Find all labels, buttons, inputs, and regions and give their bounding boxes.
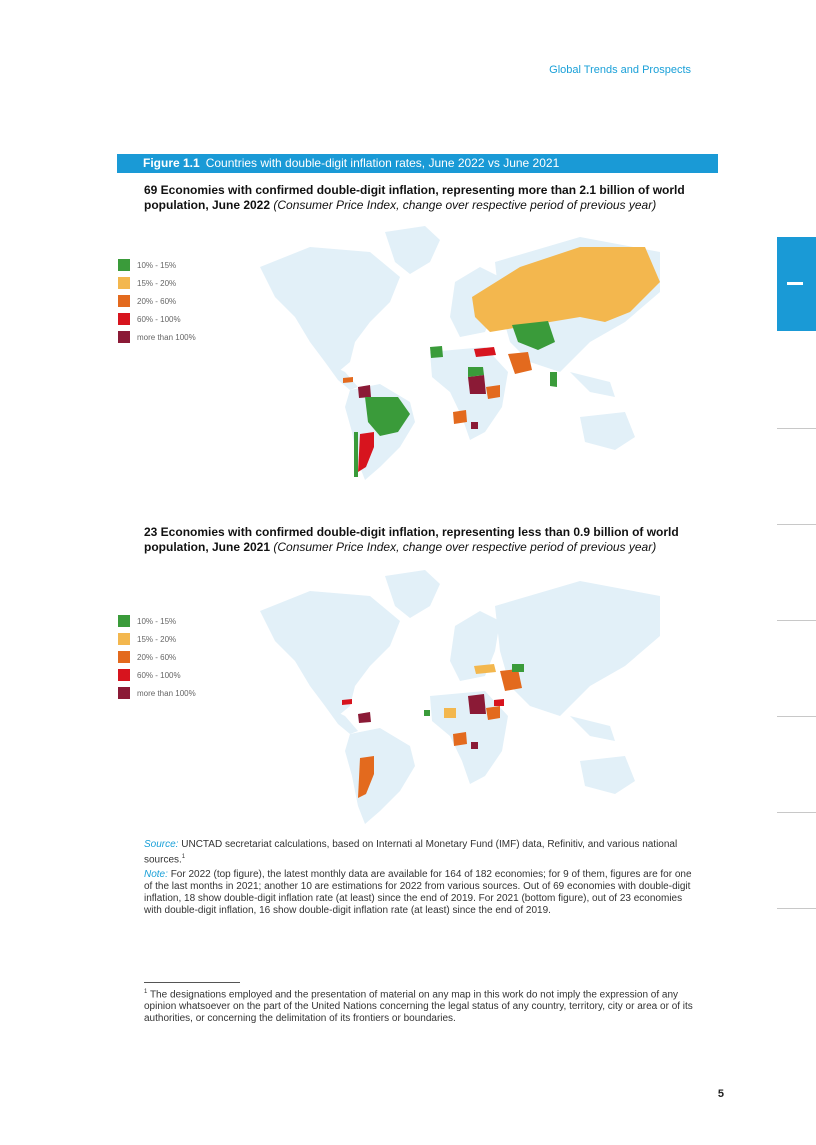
myanmar-shape [550, 372, 557, 387]
legend-swatch [118, 651, 130, 663]
page-number: 5 [717, 1088, 724, 1100]
legend-item [118, 666, 196, 684]
side-rule [777, 908, 816, 909]
sierra-leone-shape [424, 710, 430, 716]
uzbekistan-shape [512, 664, 524, 672]
southeast-asia-shape [570, 716, 615, 741]
world-map-2022 [250, 222, 720, 482]
legend-label: 10% - 15% [137, 260, 177, 270]
map-2021-title [144, 525, 704, 555]
note-paragraph [144, 869, 692, 917]
map-2022-heading: 69 Economies with confirmed double-digit inflation, representing more than 2.1 billion of world population, June 2022 [144, 183, 685, 212]
legend-swatch [118, 313, 130, 325]
source-text: UNCTAD secretariat calculations, based on Internati al Monetary Fund (IMF) data, Refinitiv, and various national sources. [144, 839, 678, 866]
world-map-2021 [250, 566, 720, 826]
legend-item [118, 310, 196, 328]
chile-shape [354, 432, 358, 477]
legend-item [118, 256, 196, 274]
map-2021-heading: 23 Economies with confirmed double-digit inflation, representing less than 0.9 billion of world population, June 2021 [144, 525, 679, 554]
legend-item [118, 648, 196, 666]
legend-label: more than 100% [137, 688, 196, 698]
haiti-shape [342, 699, 352, 705]
side-rule [777, 812, 816, 813]
map-2021-unit: (Consumer Price Index, change over respective period of previous year) [273, 540, 657, 554]
footnote-text: The designations employed and the presentation of material on any map in this work do not imply the expression of any opinion whatsoever on the part of the United Nations concerning the legal status of any country, territory, city or area or of its authorities, or concerning the delimitation of its frontiers or boundaries. [144, 989, 693, 1025]
asia-shape [495, 581, 660, 716]
figure-title: Countries with double-digit inflation rates, June 2022 vs June 2021 [205, 156, 560, 170]
running-head: Global Trends and Prospects [549, 64, 691, 76]
legend-item [118, 328, 196, 346]
legend-label: 15% - 20% [137, 634, 177, 644]
legend-label: 15% - 20% [137, 278, 177, 288]
figure-number: Figure 1.1 [143, 156, 200, 170]
greenland-shape [385, 226, 440, 274]
legend-swatch [118, 669, 130, 681]
ethiopia-shape [486, 706, 500, 720]
yemen-shape [494, 699, 504, 706]
map-2022-title [144, 183, 704, 213]
footnote [144, 986, 694, 1025]
algeria-shape [430, 346, 443, 358]
north-america-shape [260, 591, 400, 716]
figure-title-bar [117, 154, 718, 173]
sudan-shape [468, 375, 486, 394]
map-2021-legend [118, 612, 196, 702]
australia-shape [580, 756, 635, 794]
legend-item [118, 684, 196, 702]
note-label: Note: [144, 869, 168, 881]
legend-item [118, 612, 196, 630]
side-rule [777, 428, 816, 429]
angola-shape [453, 732, 467, 746]
southeast-asia-shape [570, 372, 615, 397]
zimbabwe-shape [471, 422, 478, 429]
legend-label: 60% - 100% [137, 314, 181, 324]
legend-swatch [118, 633, 130, 645]
legend-swatch [118, 277, 130, 289]
chapter-tab[interactable] [777, 237, 816, 331]
angola-shape [453, 410, 467, 424]
legend-item [118, 292, 196, 310]
map-2022-legend [118, 256, 196, 346]
footnote-ref[interactable]: 1 [181, 854, 186, 860]
ethiopia-shape [486, 385, 500, 399]
greenland-shape [385, 570, 440, 618]
legend-item [118, 630, 196, 648]
venezuela-shape [358, 712, 371, 723]
iran-shape [508, 352, 532, 374]
north-america-shape [260, 247, 400, 372]
venezuela-shape [358, 385, 371, 398]
russia-shape [472, 247, 660, 332]
chapter-tab-mark [787, 282, 803, 285]
legend-item [118, 274, 196, 292]
note-text: For 2022 (top figure), the latest monthly data are available for 164 of 182 economies; for 9 of them, figures are for one of the last months in 2021; another 10 are estimations for 2022 from various sources. Out of 69 economies with double-digit inflation, 18 show double-digit inflation rate (at least) since the end of 2019. For 2021 (bottom figure), out of 23 economies with double-digit inflation, 16 show double-digit inflation rate (at least) since the end of 2019. [144, 869, 692, 917]
source-label: Source: [144, 839, 179, 850]
zimbabwe-shape [471, 742, 478, 749]
map-2022-unit: (Consumer Price Index, change over respective period of previous year) [273, 198, 657, 212]
legend-label: 60% - 100% [137, 670, 181, 680]
nigeria-shape [444, 708, 456, 718]
sudan-shape [468, 694, 486, 714]
footnote-divider [144, 982, 240, 983]
legend-swatch [118, 615, 130, 627]
legend-swatch [118, 295, 130, 307]
side-rule [777, 620, 816, 621]
caribbean-shape [343, 377, 353, 383]
legend-swatch [118, 259, 130, 271]
legend-label: 20% - 60% [137, 652, 177, 662]
legend-label: more than 100% [137, 332, 196, 342]
legend-label: 10% - 15% [137, 616, 177, 626]
side-rule [777, 716, 816, 717]
legend-label: 20% - 60% [137, 296, 177, 306]
source-paragraph [144, 839, 692, 866]
side-rule [777, 524, 816, 525]
footnote-number: 1 [144, 989, 148, 995]
figure-notes [144, 839, 692, 920]
south-america-shape [345, 728, 415, 824]
legend-swatch [118, 331, 130, 343]
legend-swatch [118, 687, 130, 699]
australia-shape [580, 412, 635, 450]
